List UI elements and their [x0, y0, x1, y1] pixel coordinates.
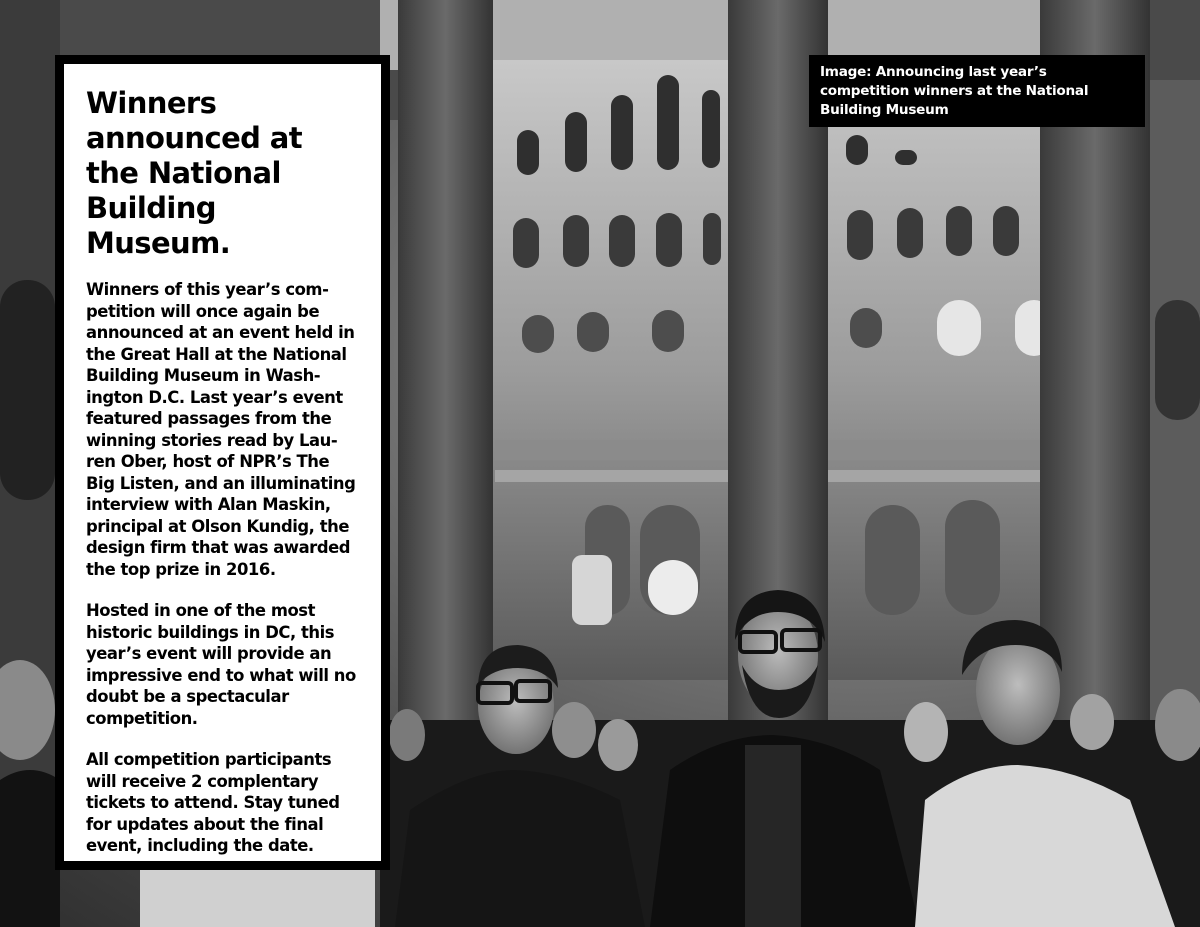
body-paragraph-2: Hosted in one of the most historic buildings in DC, this year’s event will provide an impressive end to what will no doubt be a spectacular competition. [86, 601, 356, 728]
body-paragraph-1: Winners of this year’s competition will once again be announced at an event held in the Great Hall at the National Building Museum in Washington D.C. Last year’s event featured passages from the winning stories read by Lauren Ober, host of NPR’s The Big Listen, and an illuminating interview with Alan Maskin, principal at Olson Kundig, the design firm that was awarded the top prize in 2016. [86, 280, 356, 579]
body-paragraph-3: All competition participants will receive 2 complentary tickets to attend. Stay tuned for updates about the final event, including the date. [86, 750, 340, 855]
article-panel [55, 55, 390, 870]
headline: Winners announced at the National Building Museum. [86, 86, 303, 260]
image-caption: Image: Announcing last year’s competition winners at the National Building Museum [809, 55, 1145, 127]
